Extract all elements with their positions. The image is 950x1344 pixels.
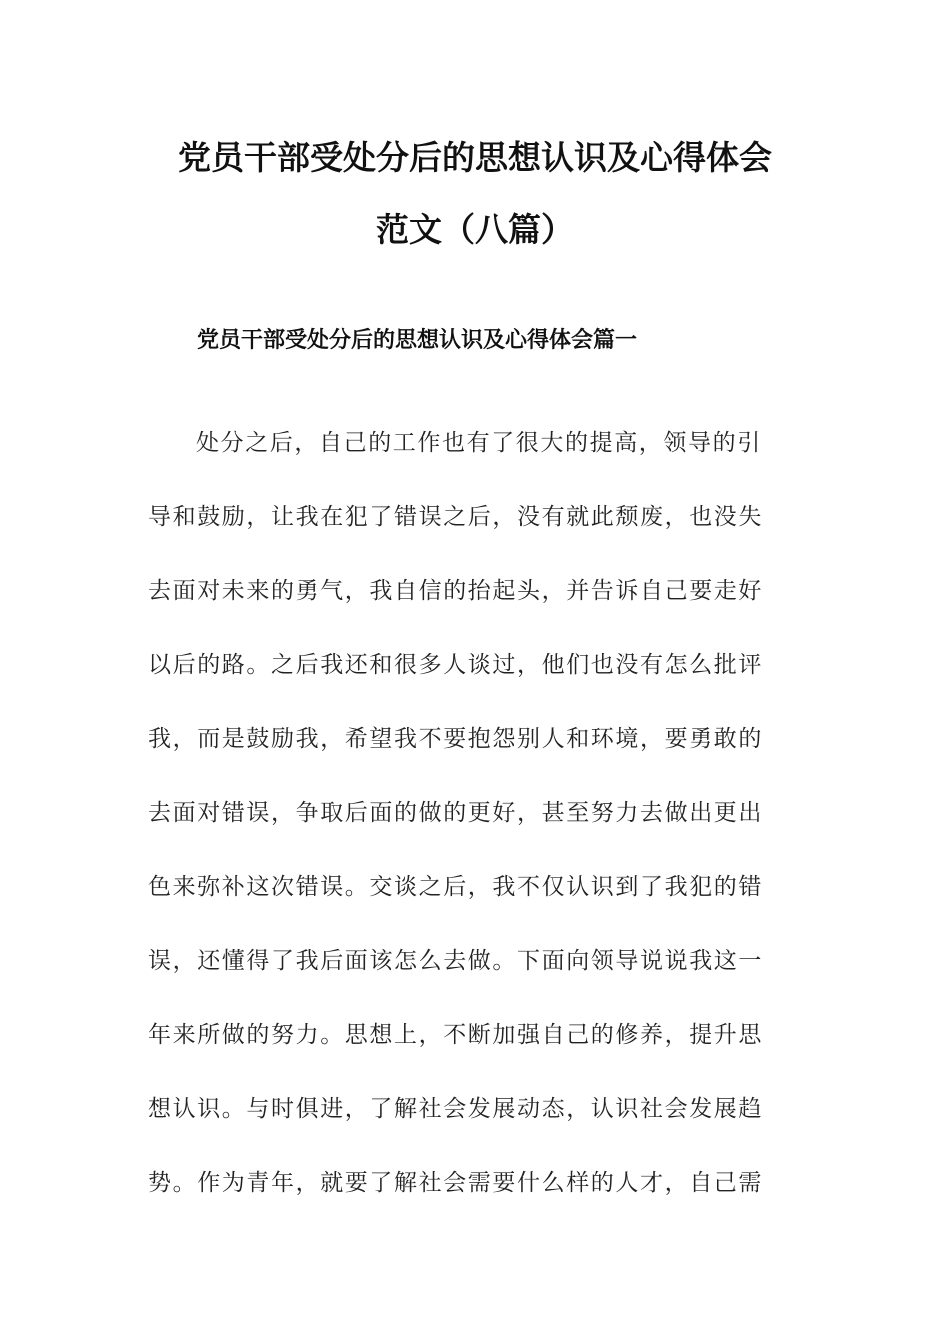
- body-line: 势。作为青年，就要了解社会需要什么样的人才，自己需: [148, 1170, 763, 1196]
- body-line: 误，还懂得了我后面该怎么去做。下面向领导说说我这一: [148, 948, 763, 974]
- body-line: 导和鼓励，让我在犯了错误之后，没有就此颓废，也没失: [148, 504, 763, 530]
- section-heading: 党员干部受处分后的思想认识及心得体会篇一: [197, 327, 638, 353]
- document-title-line-1: 党员干部受处分后的思想认识及心得体会: [178, 138, 772, 177]
- body-line: 年来所做的努力。思想上，不断加强自己的修养，提升思: [148, 1022, 763, 1048]
- body-line: 以后的路。之后我还和很多人谈过，他们也没有怎么批评: [148, 652, 763, 678]
- body-line: 去面对错误，争取后面的做的更好，甚至努力去做出更出: [148, 800, 763, 826]
- body-line: 色来弥补这次错误。交谈之后，我不仅认识到了我犯的错: [148, 874, 763, 900]
- body-line: 去面对未来的勇气，我自信的抬起头，并告诉自己要走好: [148, 578, 763, 604]
- document-title-line-2: 范文（八篇）: [376, 210, 574, 249]
- body-line: 我，而是鼓励我，希望我不要抱怨别人和环境，要勇敢的: [148, 726, 763, 752]
- body-line: 想认识。与时俱进，了解社会发展动态，认识社会发展趋: [148, 1096, 763, 1122]
- body-line: 处分之后，自己的工作也有了很大的提高，领导的引: [196, 430, 762, 456]
